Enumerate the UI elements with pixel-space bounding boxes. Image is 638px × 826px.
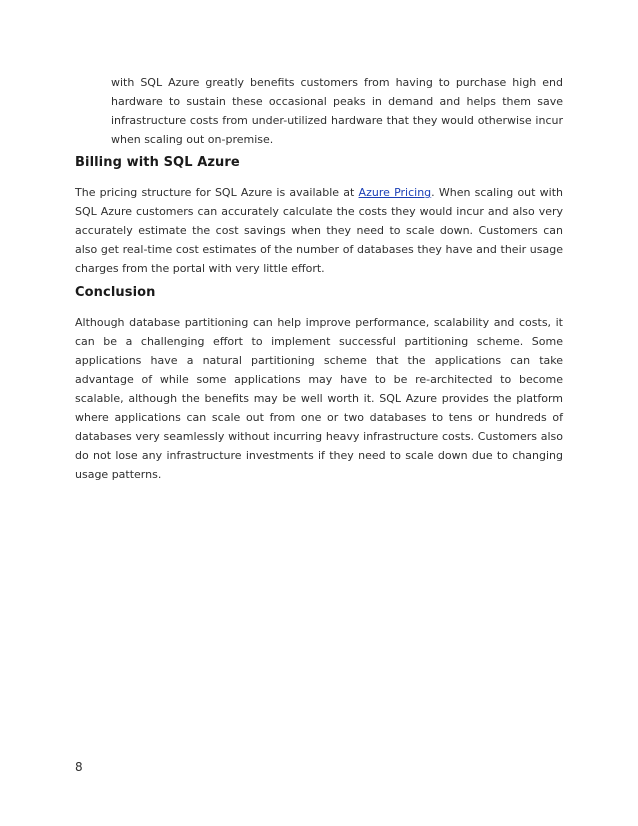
conclusion-paragraph: Although database partitioning can help improve performance, scalability and costs, it can be a challenging effort to implement successful partitioning scheme. Some applications have a natural partitioning scheme that the applications can take advantage of while some applications may have to be re-architected to become scalable, although the benefits may be well worth it. SQL Azure provides the platform where applications can scale out from one or two databases to tens or hundreds of databases very seamlessly without incurring heavy infrastructure costs. Customers also do not lose any infrastructure investments if they need to scale down due to changing usage patterns.: [75, 316, 563, 481]
billing-text-before-link: The pricing structure for SQL Azure is available at: [75, 186, 359, 199]
page-number: 8: [75, 760, 83, 774]
azure-pricing-link[interactable]: Azure Pricing: [358, 186, 432, 199]
intro-paragraph: with SQL Azure greatly benefits customers from having to purchase high end hardware to sustain these occasional peaks in demand and helps them save infrastructure costs from under-utilized hardware that they would otherwise incur when scaling out on-premise.: [111, 76, 563, 146]
billing-paragraph: [75, 183, 563, 278]
conclusion-heading: Conclusion: [75, 285, 156, 300]
billing-text-after-link: . When scaling out with SQL Azure customers can accurately calculate the costs they would incur and also very accurately estimate the cost savings when they need to scale down. Customers can also get real-time cost estimates of the number of databases they have and their usage charges from the portal with very little effort.: [75, 186, 563, 275]
billing-heading: Billing with SQL Azure: [75, 155, 240, 170]
